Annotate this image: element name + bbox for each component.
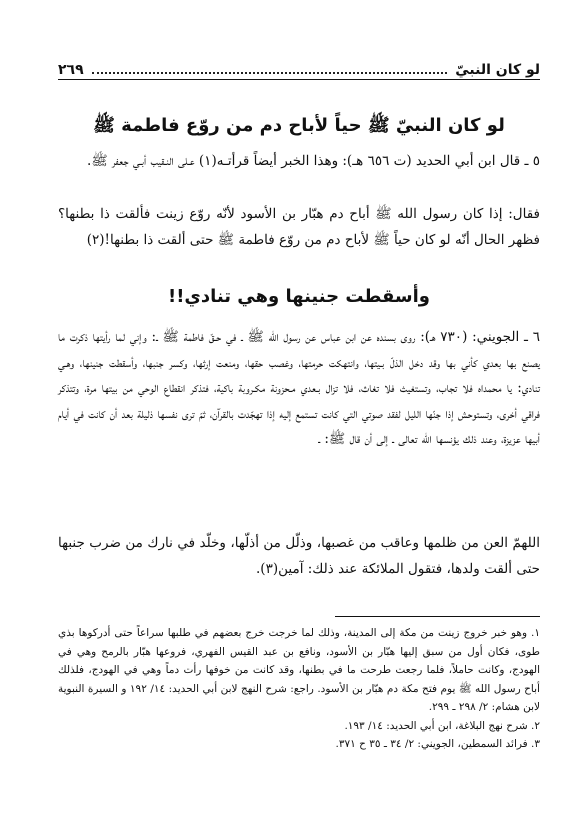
footnote-2: ٢. شرح نهج البلاغة، ابن أبي الحديد: ١٤/ ١٩٣. [344,719,540,732]
paragraph-1 [58,149,540,175]
running-header [58,56,540,78]
paragraph-4-text: اللهمّ العن من ظلمها وعاقب من غصبها، وذلّل من أذلّها، وخلّد في نارك من ضرب جنبها حتى ألقت ولدها، فتقول الملائكة عند ذلك: آمين(٣). [58,535,540,577]
paragraph-3-text: ٦ ـ الجويني: (٧٣٠ هـ): روى بسنده عن ابن عباس عن رسول الله ﷺ ـ في حـقّ فاطمة ﷺ ـ: وإني لما رأيتها ذكرت ما يصنع بها بعدي كأني بها وقد دخل الذلّ بـيتها، وانتهكت حرمتها، وغصب حقها، ومنعت إرثها، وكسر جنبها، وأسقطت جنينها، وهـي تنادي: يا محمداه فلا تجاب، وتستغيث فلا تغاث، فلا تزال بـعدي مـحزونة مكـروبة باكية، فتذكر انقطاع الوحي من بيتها مرة، وتتذكر فراقي أخرى، وتستوحش إذا جنّها الليل لفقد صوتي التي كانت تستمع إليه إذا تهجّدت بالقرآن، ثمّ ترى نفسها ذليلة بعد أن كانت في أيام أبيها عزيزة، وعند ذلك يؤنسها الله تعالى ـ إلى أن قال ﷺ: ـ [58,329,540,447]
footnote-1: ١. وهو خبر خروج زينت من مكة إلى المدينة، وذلك لما خرجت خرج بعضهم في طلبها سراعاً حتى أدركوها بذي طوى، فكان أول من سبق إليها هبّار بن الأسود، ونافع بن عبد القيس الفهري، فروعها هبّار بالرمح وهي في الهودج، وكانت حاملاً، فلما رجعت طرحت ما في بطنها، وقد كانت من خوفها رأت دماً وهي في الهودج، فلذلك أباح رسول الله ﷺ يوم فتح مكة دم هبّار بن الأسود. راجع: شرح النهج لابن أبي الحديد: ١٤/ ١٩٢ و السيرة النبوية لابن هشام: ٢/ ٢٩٨ ـ ٢٩٩. [58,627,540,713]
paragraph-2 [58,202,540,253]
paragraph-3 [58,325,540,453]
footnotes [58,624,540,754]
section-heading-1: لو كان النبيّ ﷺ حياً لأباح دم من روّع فاطمة ﷺ [93,115,505,136]
paragraph-1-text: ٥ ـ قال ابن أبي الحديد (ت ٦٥٦ هـ): وهذا الخبر أيضاً قرأتـه(١) عـلى النـقيب أبـي جعفر ﷺ. [87,153,540,169]
paragraph-4 [58,531,540,582]
paragraph-2-text: فقال: إذا كان رسول الله ﷺ أباح دم هبّار بن الأسود لأنّه روّع زينت فألقت ذا بطنها؟ فظهر الحال أنّه لو كان حياً ﷺ لأباح دم من روّع فاطمة ﷺ حتى ألقت ذا بطنها!(٢) [58,206,540,248]
section-heading-2: وأسقطت جنينها وهي تنادي!! [168,286,430,307]
footnote-rule [335,616,540,617]
header-dot-leader [92,71,448,74]
footnote-3: ٣. فرائد السمطين، الجويني: ٢/ ٣٤ ـ ٣٥ ح ٣٧١. [335,738,540,750]
running-title: لو كان النبيّ [455,62,540,78]
header-rule [58,79,540,80]
page-number: ٢٦٩ [58,62,84,78]
